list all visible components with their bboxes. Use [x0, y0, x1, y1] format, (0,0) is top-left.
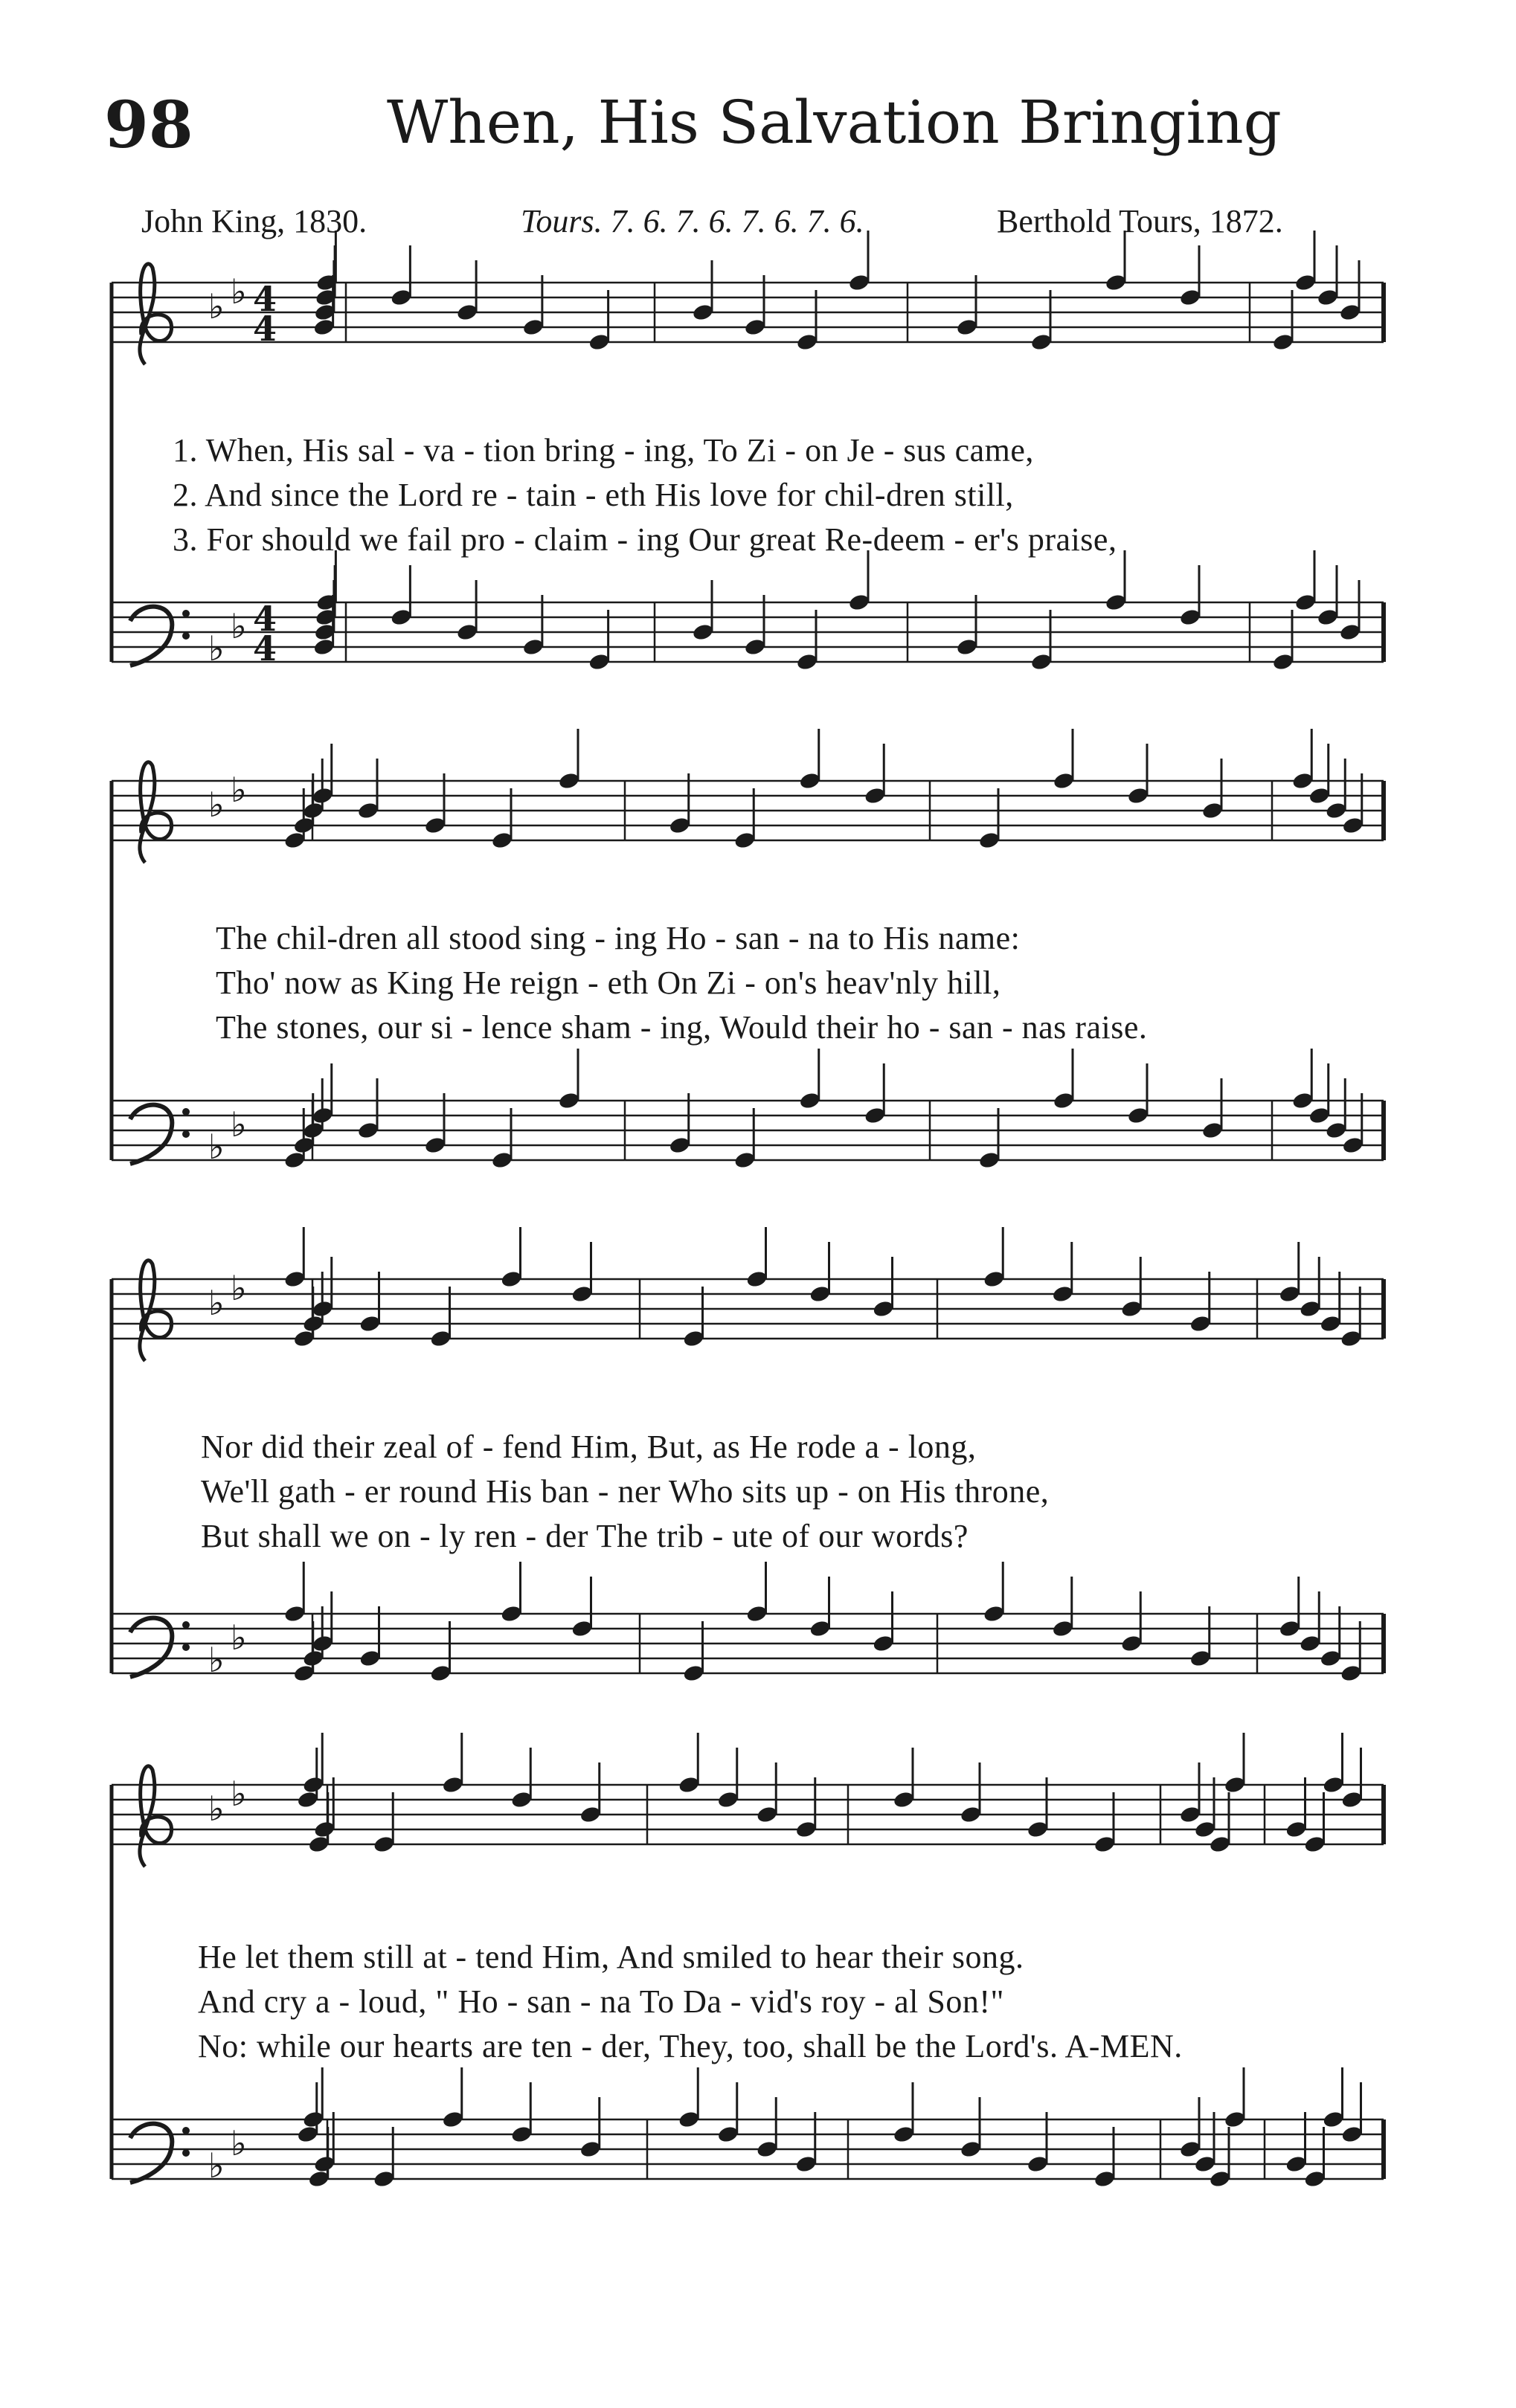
bass-clef-dot — [182, 2149, 190, 2157]
bass-clef-dot — [182, 1130, 190, 1138]
flat-sign-icon: ♭ — [208, 2145, 225, 2186]
bass-clef-dot — [182, 2127, 190, 2134]
bass-clef-icon — [130, 607, 172, 666]
flat-sign-icon: ♭ — [208, 1789, 225, 1829]
flat-sign-icon: ♭ — [208, 286, 225, 326]
time-signature-top: 4 — [253, 279, 277, 319]
treble-clef-icon — [140, 1766, 172, 1867]
flat-sign-icon: ♭ — [208, 1640, 225, 1680]
bass-clef-icon — [130, 1618, 172, 1677]
bass-clef-dot — [182, 1621, 190, 1629]
lyric-line-s4-v1: He let them still at - tend Him, And smiled to hear their song. — [198, 1939, 1024, 1975]
flat-sign-icon: ♭ — [231, 770, 247, 810]
flat-sign-icon: ♭ — [208, 1127, 225, 1167]
bass-clef-icon — [130, 2124, 172, 2183]
bass-clef-icon — [130, 1105, 172, 1164]
lyric-line-s1-v3: 3. For should we fail pro - claim - ing Our great Re-deem - er's praise, — [173, 521, 1117, 558]
flat-sign-icon: ♭ — [231, 1268, 247, 1308]
flat-sign-icon: ♭ — [231, 1617, 247, 1658]
time-signature-top: 4 — [253, 599, 277, 639]
flat-sign-icon: ♭ — [231, 1104, 247, 1145]
lyric-line-s3-v1: Nor did their zeal of - fend Him, But, as He rode a - long, — [201, 1429, 977, 1465]
flat-sign-icon: ♭ — [208, 1283, 225, 1323]
lyric-line-s2-v1: The chil-dren all stood sing - ing Ho - san - na to His name: — [216, 920, 1021, 956]
lyric-line-s2-v2: Tho' now as King He reign - eth On Zi - on's heav'nly hill, — [216, 965, 1001, 1001]
flat-sign-icon: ♭ — [231, 1774, 247, 1814]
treble-clef-icon — [140, 1261, 172, 1361]
flat-sign-icon: ♭ — [231, 271, 247, 312]
hymn-title: When, His Salvation Bringing — [387, 88, 1282, 157]
time-signature-bottom: 4 — [253, 628, 277, 669]
lyric-line-s3-v3: But shall we on - ly ren - der The trib - ute of our words? — [201, 1518, 969, 1554]
treble-clef-icon — [140, 762, 172, 863]
lyric-line-s1-v2: 2. And since the Lord re - tain - eth His love for chil-dren still, — [173, 477, 1014, 513]
bass-clef-dot — [182, 610, 190, 617]
bass-clef-dot — [182, 632, 190, 640]
time-signature-bottom: 4 — [253, 309, 277, 349]
flat-sign-icon: ♭ — [231, 606, 247, 646]
flat-sign-icon: ♭ — [231, 2123, 247, 2163]
hymn-number: 98 — [104, 88, 193, 163]
flat-sign-icon: ♭ — [208, 785, 225, 825]
lyric-line-s2-v3: The stones, our si - lence sham - ing, Would their ho - san - nas raise. — [216, 1009, 1148, 1046]
bass-clef-dot — [182, 1108, 190, 1116]
hymn-tune-meter: Tours. 7. 6. 7. 6. 7. 6. 7. 6. — [521, 203, 864, 239]
lyric-line-s3-v2: We'll gath - er round His ban - ner Who sits up - on His throne, — [201, 1473, 1050, 1510]
hymn-composer: Berthold Tours, 1872. — [997, 203, 1283, 239]
hymn-author: John King, 1830. — [141, 203, 367, 239]
treble-clef-icon — [140, 264, 172, 364]
lyric-line-s1-v1: 1. When, His sal - va - tion bring - ing, To Zi - on Je - sus came, — [173, 432, 1034, 469]
flat-sign-icon: ♭ — [208, 628, 225, 669]
bass-clef-dot — [182, 1644, 190, 1651]
lyric-line-s4-v3: No: while our hearts are ten - der, They, too, shall be the Lord's. A-MEN. — [198, 2028, 1183, 2064]
lyric-line-s4-v2: And cry a - loud, " Ho - san - na To Da - vid's roy - al Son!" — [198, 1983, 1004, 2020]
